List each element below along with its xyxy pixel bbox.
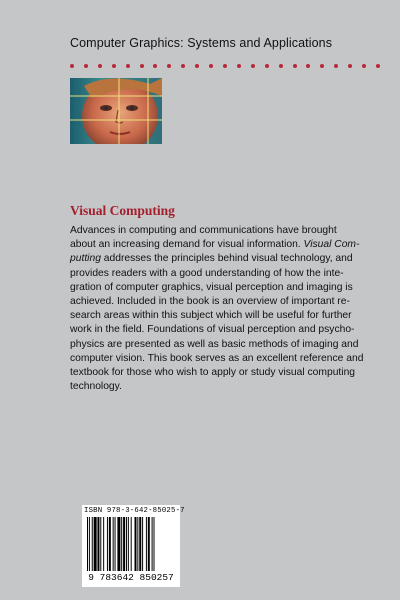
- barcode-bar: [113, 517, 114, 571]
- barcode-bar: [89, 517, 90, 571]
- divider-dot: [195, 64, 199, 68]
- divider-dot: [167, 64, 171, 68]
- barcode-bar: [115, 517, 116, 571]
- divider-dot: [126, 64, 130, 68]
- divider-dot: [84, 64, 88, 68]
- barcode-bar: [128, 517, 129, 571]
- isbn-label: ISBN 978-3-642-85025-7: [84, 507, 185, 515]
- blurb-line: about an increasing demand for visual information. Visual Com-: [70, 239, 360, 251]
- divider-dot: [306, 64, 310, 68]
- barcode-bar: [121, 517, 122, 571]
- barcode-bar: [137, 517, 138, 571]
- divider-dot: [112, 64, 116, 68]
- barcode-bar: [107, 517, 108, 571]
- barcode-bar: [142, 517, 143, 571]
- blurb-line: technology.: [70, 381, 122, 393]
- blurb-italic: Visual Com-: [303, 239, 360, 251]
- divider-dot: [181, 64, 185, 68]
- divider-dot: [223, 64, 227, 68]
- divider-dot: [265, 64, 269, 68]
- section-heading: Visual Computing: [70, 203, 175, 218]
- barcode-bars: [86, 517, 176, 573]
- barcode-bar: [135, 517, 137, 571]
- barcode-bar: [103, 517, 104, 571]
- divider-dot: [293, 64, 297, 68]
- divider-dot: [153, 64, 157, 68]
- barcode-bar: [92, 517, 93, 571]
- barcode: [82, 505, 185, 587]
- barcode-bar: [152, 517, 153, 571]
- barcode-bar: [146, 517, 147, 571]
- barcode-bar: [148, 517, 150, 571]
- blurb-line: achieved. Included in the book is an overview of important re-: [70, 296, 350, 308]
- barcode-bar: [123, 517, 125, 571]
- blurb-italic: putting: [70, 253, 101, 265]
- blurb-line: physics are presented as well as basic methods of imaging and: [70, 338, 359, 350]
- ean-digits: 9 783642 850257: [88, 572, 174, 583]
- barcode-bar: [100, 517, 101, 571]
- blurb-line: search areas within this subject which will be useful for further: [70, 310, 352, 322]
- description-text: [70, 224, 364, 394]
- divider-dot: [279, 64, 283, 68]
- barcode-bar: [94, 517, 97, 571]
- dotted-divider: [70, 63, 380, 69]
- divider-dot: [320, 64, 324, 68]
- barcode-bar: [154, 517, 155, 571]
- barcode-bar: [139, 517, 141, 571]
- divider-dot: [209, 64, 213, 68]
- barcode-bar: [109, 517, 111, 571]
- barcode-bar: [131, 517, 132, 571]
- divider-dot: [237, 64, 241, 68]
- barcode-bar: [87, 517, 88, 571]
- divider-dot: [140, 64, 144, 68]
- blurb-line: Advances in computing and communications have brought: [70, 225, 337, 236]
- blurb-line: gration of computer graphics, visual perception and imaging is: [70, 281, 353, 293]
- blurb-line: computer vision. This book serves as an excellent reference and: [70, 352, 364, 364]
- divider-dot: [98, 64, 102, 68]
- divider-dot: [376, 64, 380, 68]
- divider-dot: [362, 64, 366, 68]
- divider-dot: [334, 64, 338, 68]
- divider-dot: [70, 64, 74, 68]
- barcode-bar: [126, 517, 127, 571]
- face-image: [70, 78, 162, 144]
- series-title: Computer Graphics: Systems and Applications: [70, 36, 333, 50]
- blurb-line: textbook for those who wish to apply or study visual computing: [70, 367, 356, 379]
- blurb-line: provides readers with a good understanding of how the inte-: [70, 267, 344, 279]
- barcode-bar: [117, 517, 120, 571]
- blurb-line: putting addresses the principles behind visual technology, and: [70, 253, 353, 265]
- divider-dot: [251, 64, 255, 68]
- blurb-line: work in the field. Foundations of visual perception and psycho-: [70, 324, 355, 336]
- barcode-bar: [97, 517, 99, 571]
- divider-dot: [348, 64, 352, 68]
